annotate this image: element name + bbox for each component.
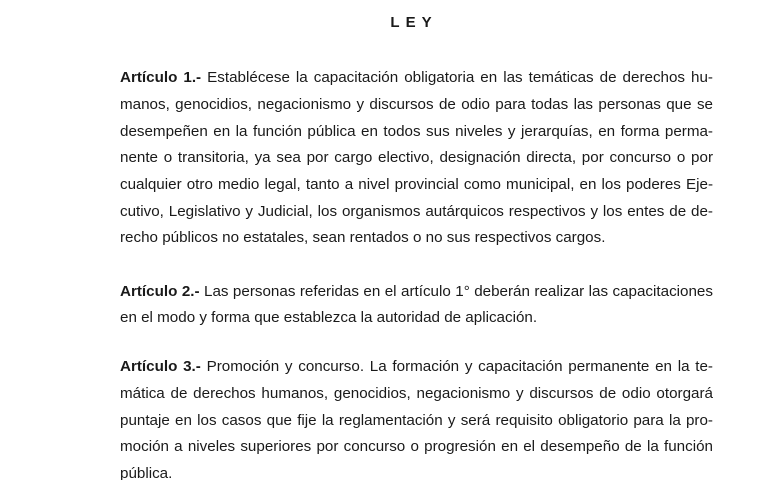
article-2-line-1 [120,282,713,302]
article-1-text: Establécese la capacitación obligatoria en las temáticas de derechos hu- [207,69,713,86]
article-1-line-6: cutivo, Legislativo y Judicial, los organismos autárquicos respectivos y los entes de de- [120,203,713,220]
article-1-line-5: cualquier otro medio legal, tanto a nivel provincial como municipal, en los poderes Eje- [120,176,713,193]
article-1-line-7: recho públicos no estatales, sean rentados o no sus respectivos cargos. [120,229,606,246]
article-1-label: Artículo 1.- [120,69,202,86]
article-1-line-1 [120,68,713,88]
article-3-text: Promoción y concurso. La formación y capacitación permanente en la te- [206,358,713,375]
article-1-line-4: nente o transitoria, ya sea por cargo electivo, designación directa, por concurso o por [120,149,713,166]
article-3-line-3: puntaje en los casos que fije la reglamentación y será requisito obligatorio para la pro- [120,412,713,429]
article-3-label: Artículo 3.- [120,358,201,375]
article-3-line-2: mática de derechos humanos, genocidios, negacionismo y discursos de odio otorgará [120,385,713,402]
article-2-line-2: en el modo y forma que establezca la autoridad de aplicación. [120,309,538,326]
article-1-line-3: desempeñen en la función pública en todos sus niveles y jerarquías, en forma perma- [120,123,713,140]
article-3-line-5: pública. [120,465,173,480]
article-2-label: Artículo 2.- [120,283,200,300]
article-3-line-4: moción a niveles superiores por concurso o progresión en el desempeño de la función [120,438,713,455]
article-1-line-2: manos, genocidios, negacionismo y discursos de odio para todas las personas que se [120,96,713,113]
article-3-line-1 [120,357,713,377]
article-2-text: Las personas referidas en el artículo 1° deberán realizar las capacitaciones [204,283,713,300]
document-title: LEY [390,14,438,31]
